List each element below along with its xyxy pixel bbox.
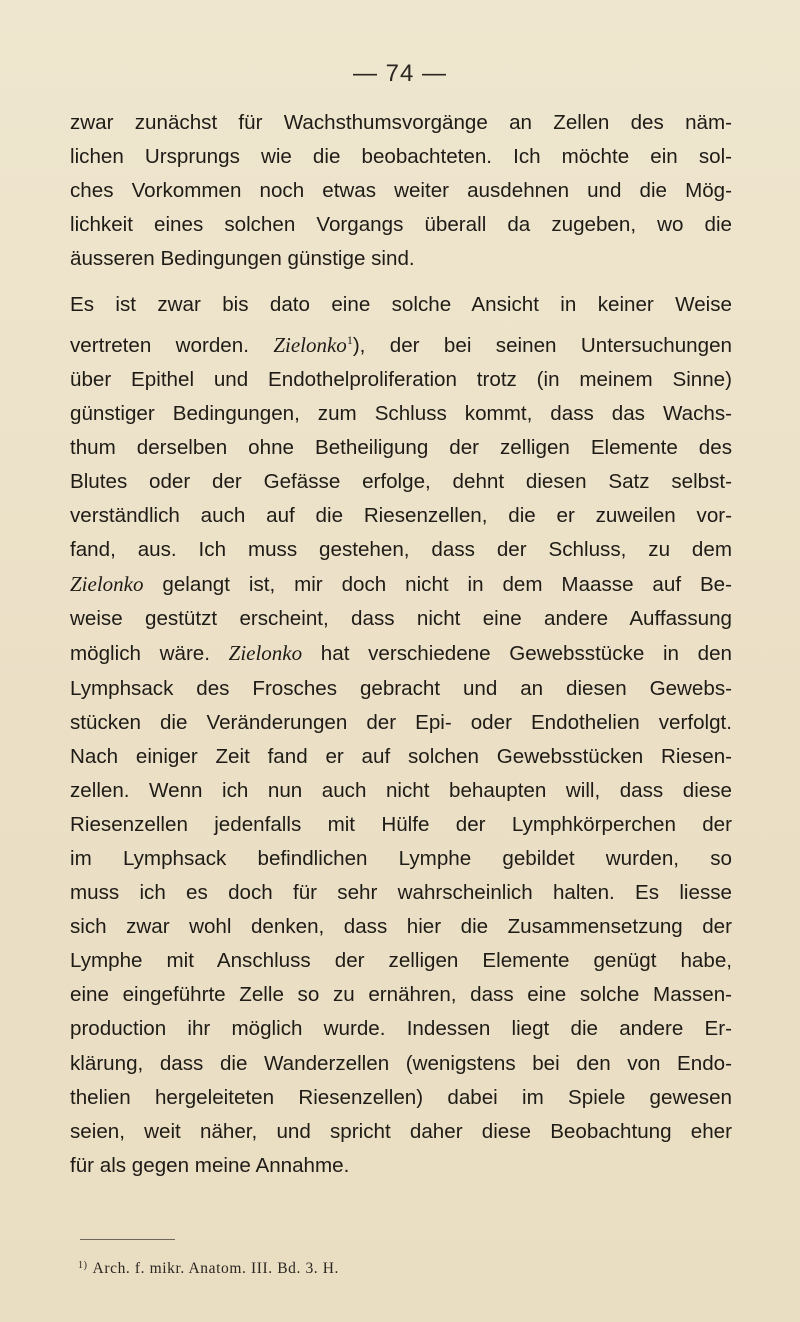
text-segment: gelangt ist, mir doch nicht in dem Maasse auf Be-	[143, 573, 732, 597]
text-line: thum derselben ohne Betheiligung der zelligen Elemente des	[70, 435, 732, 459]
text-line: lichkeit eines solchen Vorgangs überall da zugeben, wo die	[70, 213, 732, 237]
text-line: Nach einiger Zeit fand er auf solchen Gewebsstücken Riesen-	[70, 744, 732, 768]
text-line	[70, 636, 732, 671]
footnote-divider	[80, 1239, 175, 1240]
paragraph	[70, 106, 732, 276]
text-line: fand, aus. Ich muss gestehen, dass der Schluss, zu dem	[70, 538, 732, 562]
body-text	[70, 106, 732, 1183]
text-line: Riesenzellen jedenfalls mit Hülfe der Lymphkörperchen der	[70, 812, 732, 836]
footnote	[78, 1260, 339, 1278]
text-line: über Epithel und Endothelproliferation trotz (in meinem Sinne)	[70, 367, 732, 391]
text-line	[70, 323, 732, 363]
footnote-text: Arch. f. mikr. Anatom. III. Bd. 3. H.	[92, 1260, 340, 1277]
text-line: Blutes oder der Gefässe erfolge, dehnt diesen Satz selbst-	[70, 469, 732, 493]
text-line: äusseren Bedingungen günstige sind.	[70, 247, 415, 271]
text-line: thelien hergeleiteten Riesenzellen) dabei im Spiele gewesen	[70, 1085, 732, 1109]
text-line: stücken die Veränderungen der Epi- oder Endothelien verfolgt.	[70, 710, 732, 734]
text-line: günstiger Bedingungen, zum Schluss kommt, dass das Wachs-	[70, 401, 732, 425]
footnote-reference: 1	[346, 332, 353, 347]
text-line: Lymphsack des Frosches gebracht und an diesen Gewebs-	[70, 676, 732, 700]
text-line: ches Vorkommen noch etwas weiter ausdehnen und die Mög-	[70, 179, 732, 203]
text-line: für als gegen meine Annahme.	[70, 1153, 350, 1177]
footnote-mark: 1)	[78, 1260, 88, 1271]
text-segment: ), der bei seinen Untersuchungen	[352, 333, 732, 357]
text-segment: hat verschiedene Gewebsstücke in den	[302, 642, 733, 666]
text-line: lichen Ursprungs wie die beobachteten. Ich möchte ein sol-	[70, 145, 732, 169]
text-segment: vertreten worden.	[70, 333, 274, 357]
author-name: Zielonko	[70, 572, 144, 597]
page-number: — 74 —	[352, 60, 448, 87]
text-line: klärung, dass die Wanderzellen (wenigstens bei den von Endo-	[70, 1051, 732, 1075]
text-line: zwar zunächst für Wachsthumsvorgänge an Zellen des näm-	[70, 111, 732, 134]
author-name: Zielonko	[273, 332, 347, 357]
text-line: verständlich auch auf die Riesenzellen, die er zuweilen vor-	[70, 504, 732, 528]
text-line: sich zwar wohl denken, dass hier die Zusammensetzung der	[70, 915, 732, 939]
text-segment: möglich wäre.	[70, 642, 229, 666]
text-line: Lymphe mit Anschluss der zelligen Elemente genügt habe,	[70, 949, 732, 973]
text-line: muss ich es doch für sehr wahrscheinlich halten. Es liesse	[70, 881, 732, 905]
text-line: production ihr möglich wurde. Indessen liegt die andere Er-	[70, 1017, 732, 1041]
text-line: Es ist zwar bis dato eine solche Ansicht in keiner Weise	[70, 293, 732, 317]
text-line: eine eingeführte Zelle so zu ernähren, dass eine solche Massen-	[70, 983, 732, 1007]
paragraph	[70, 288, 732, 1182]
text-line: zellen. Wenn ich nun auch nicht behaupten will, dass diese	[70, 778, 732, 802]
text-line: weise gestützt erscheint, dass nicht eine andere Auffassung	[70, 607, 732, 631]
author-name: Zielonko	[228, 641, 303, 666]
text-line: seien, weit näher, und spricht daher diese Beobachtung eher	[70, 1119, 732, 1143]
text-line: im Lymphsack befindlichen Lymphe gebildet wurden, so	[70, 846, 732, 870]
text-line	[70, 567, 732, 602]
